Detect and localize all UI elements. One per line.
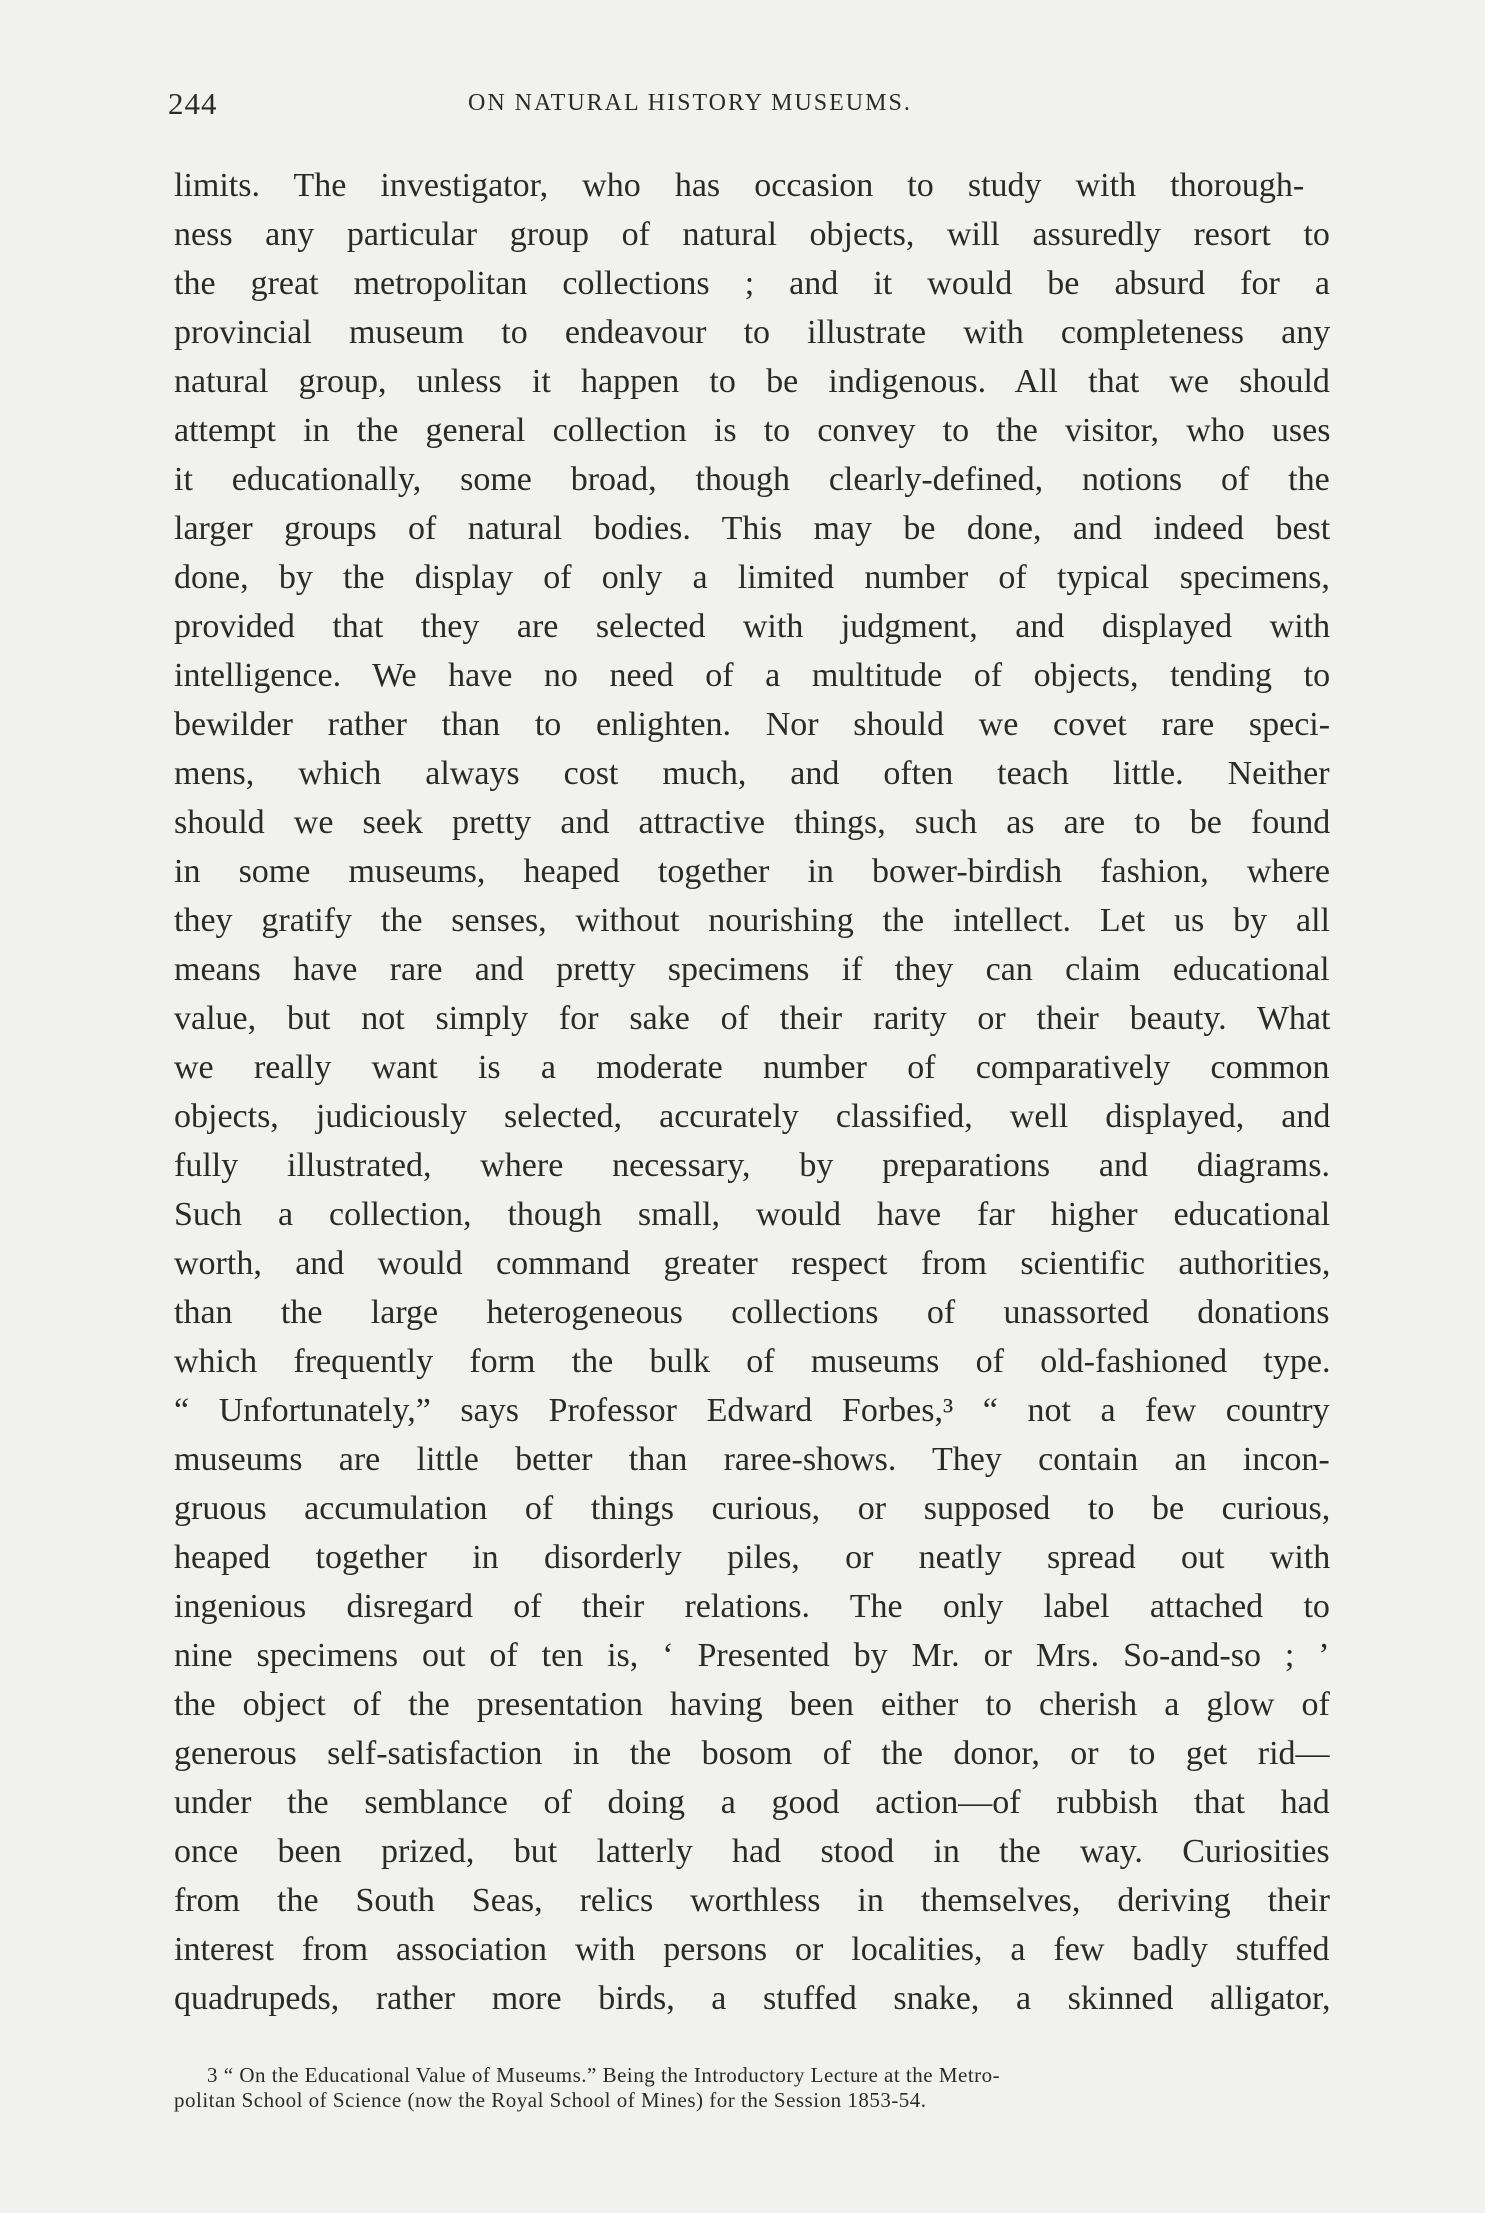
text-line: means have rare and pretty specimens if they can claim educational <box>174 951 1330 988</box>
text-line: provided that they are selected with judgment, and displayed with <box>174 608 1331 645</box>
footnote <box>174 2063 1174 2113</box>
text-line: nine specimens out of ten is, ‘ Presented by Mr. or Mrs. So-and-so ; ’ <box>174 1637 1330 1674</box>
text-line: larger groups of natural bodies. This may be done, and indeed best <box>174 510 1331 547</box>
text-line: Such a collection, though small, would have far higher educational <box>174 1196 1331 1233</box>
text-line: under the semblance of doing a good action—of rubbish that had <box>174 1784 1330 1821</box>
text-line: once been prized, but latterly had stood in the way. Curiosities <box>174 1833 1330 1870</box>
text-line: ness any particular group of natural objects, will assuredly resort to <box>174 216 1330 253</box>
text-line: bewilder rather than to enlighten. Nor should we covet rare speci- <box>174 706 1331 743</box>
text-line: “ Unfortunately,” says Professor Edward Forbes,³ “ not a few country <box>174 1392 1330 1429</box>
text-line: from the South Seas, relics worthless in themselves, deriving their <box>174 1882 1330 1919</box>
text-line: it educationally, some broad, though clearly-defined, notions of the <box>174 461 1330 498</box>
text-line: value, but not simply for sake of their rarity or their beauty. What <box>174 1000 1331 1037</box>
text-line: which frequently form the bulk of museums of old-fashioned type. <box>174 1343 1331 1380</box>
text-line: than the large heterogeneous collections of unassorted donations <box>174 1294 1330 1331</box>
footnote-line: politan School of Science (now the Royal School of Mines) for the Session 1853-54. <box>174 2088 927 2112</box>
footnote-line: 3 “ On the Educational Value of Museums.” Being the Introductory Lecture at the Metro- <box>207 2063 1001 2087</box>
page-number: 244 <box>168 86 218 121</box>
text-line: fully illustrated, where necessary, by preparations and diagrams. <box>174 1147 1330 1184</box>
text-line: worth, and would command greater respect from scientific authorities, <box>174 1245 1331 1282</box>
text-line: generous self-satisfaction in the bosom of the donor, or to get rid— <box>174 1735 1330 1772</box>
text-line: ingenious disregard of their relations. The only label attached to <box>174 1588 1330 1625</box>
text-line: mens, which always cost much, and often teach little. Neither <box>174 755 1330 792</box>
text-line: the object of the presentation having been either to cherish a glow of <box>174 1686 1330 1723</box>
text-line: we really want is a moderate number of comparatively common <box>174 1049 1330 1086</box>
text-line: should we seek pretty and attractive things, such as are to be found <box>174 804 1331 841</box>
page-header <box>168 86 1328 126</box>
text-line: interest from association with persons or localities, a few badly stuffed <box>174 1931 1330 1968</box>
text-line: heaped together in disorderly piles, or neatly spread out with <box>174 1539 1331 1576</box>
text-line: done, by the display of only a limited number of typical specimens, <box>174 559 1330 596</box>
text-line: natural group, unless it happen to be indigenous. All that we should <box>174 363 1330 400</box>
text-line: limits. The investigator, who has occasion to study with thorough- <box>174 167 1305 204</box>
text-line: the great metropolitan collections ; and it would be absurd for a <box>174 265 1330 302</box>
text-line: intelligence. We have no need of a multitude of objects, tending to <box>174 657 1331 694</box>
text-line: gruous accumulation of things curious, or supposed to be curious, <box>174 1490 1331 1527</box>
text-line: objects, judiciously selected, accurately classified, well displayed, and <box>174 1098 1331 1135</box>
text-line: quadrupeds, rather more birds, a stuffed snake, a skinned alligator, <box>174 1980 1331 2017</box>
running-head: ON NATURAL HISTORY MUSEUMS. <box>468 90 912 116</box>
text-line: museums are little better than raree-shows. They contain an incon- <box>174 1441 1330 1478</box>
body-text <box>174 161 1330 2023</box>
text-line: attempt in the general collection is to convey to the visitor, who uses <box>174 412 1331 449</box>
text-line: they gratify the senses, without nourishing the intellect. Let us by all <box>174 902 1330 939</box>
text-line: provincial museum to endeavour to illustrate with completeness any <box>174 314 1331 351</box>
text-line: in some museums, heaped together in bower-birdish fashion, where <box>174 853 1330 890</box>
